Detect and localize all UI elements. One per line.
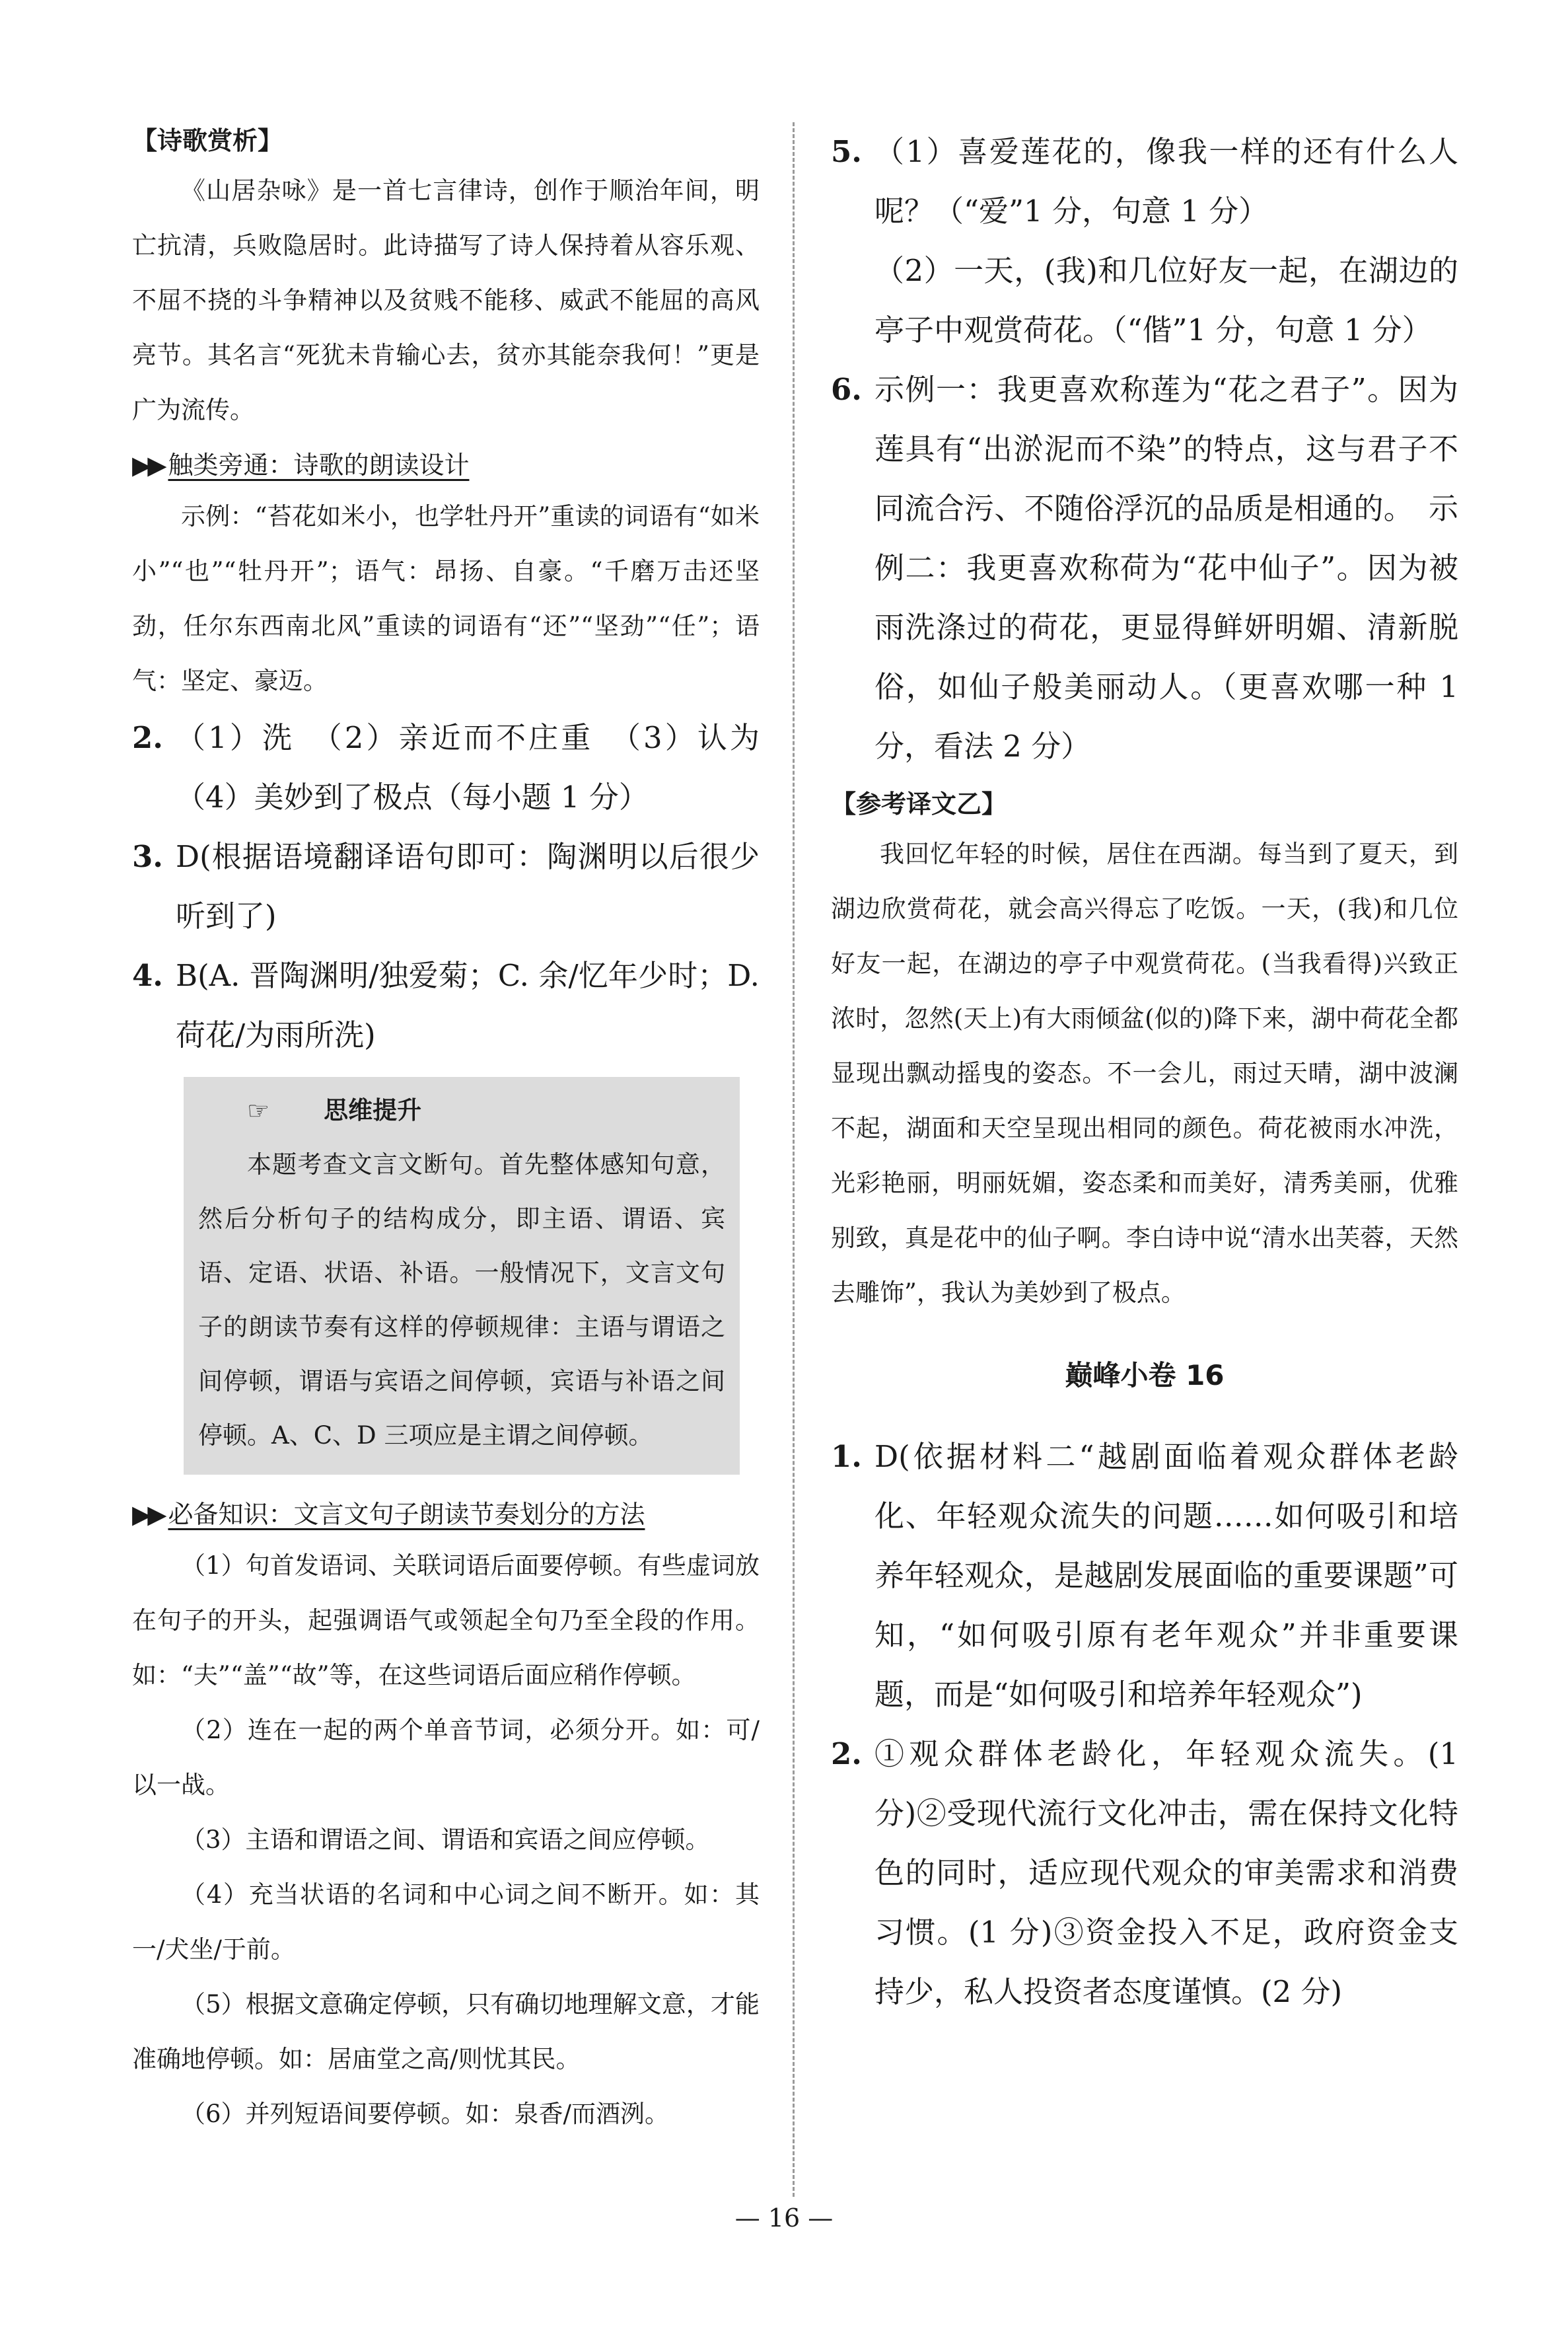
answer-text: B(A. 晋陶渊明/独爱菊；C. 余/忆年少时；D. 荷花/为雨所洗) (176, 958, 760, 1052)
rule-item: （3）主语和谓语之间、谓语和宾语之间应停顿。 (181, 1826, 710, 1854)
poem-analysis-title: 【诗歌赏析】 (132, 126, 283, 155)
answer-number: 3. (132, 839, 163, 874)
link-heading-rhythm-methods (132, 1491, 760, 1538)
page-number: — 16 — (734, 2203, 834, 2233)
link-heading-reading-design (132, 441, 760, 489)
link-heading-text: 必备知识：文言文句子朗读节奏划分的方法 (168, 1500, 645, 1529)
answer-number (831, 241, 874, 360)
answer-item (831, 241, 1458, 360)
answer-item (132, 946, 760, 1065)
rule-item: （1）句首发语词、关联词语后面要停顿。有些虚词放在句子的开头，起强调语气或领起全句乃至全段的作用。如：“夫”“盖”“故”等，在这些词语后面应稍作停顿。 (132, 1551, 760, 1689)
thinking-upgrade-title (198, 1084, 725, 1138)
answer-text: D(依据材料二“越剧面临着观众群体老龄化、年轻观众流失的问题……如何吸引和培养年轻观众，是越剧发展面临的重要课题”可知，“如何吸引原有老年观众”并非重要课题，而是“如何吸引和培养年轻观众”) (874, 1439, 1458, 1712)
answer-item (132, 708, 760, 827)
translation-title: 【参考译文乙】 (831, 790, 1007, 819)
box-title-text: 思维提升 (324, 1096, 422, 1125)
answer-item (831, 360, 1458, 776)
thinking-upgrade-text: 本题考查文言文断句。首先整体感知句意，然后分析句子的结构成分，即主语、谓语、宾语、定语、状语、补语。一般情况下，文言文句子的朗读节奏有这样的停顿规律：主语与谓语之间停顿，谓语与宾语之间停顿，宾语与补语之间停顿。A、C、D 三项应是主谓之间停顿。 (198, 1150, 725, 1450)
answer-number: 1. (831, 1439, 862, 1474)
translation-text: 我回忆年轻的时候，居住在西湖。每当到了夏天，到湖边欣赏荷花，就会高兴得忘了吃饭。一天，(我)和几位好友一起，在湖边的亭子中观赏荷花。(当我看得)兴致正浓时，忽然(天上)有大雨倾盆(似的)降下来，湖中荷花全都显现出飘动摇曳的姿态。不一会儿，雨过天晴，湖中波澜不起，湖面和天空呈现出相同的颜色。荷花被雨水冲洗，光彩艳丽，明丽妩媚，姿态柔和而美好，清秀美丽，优雅别致，真是花中的仙子啊。李白诗中说“清水出芙蓉，天然去雕饰”，我认为美妙到了极点。 (831, 840, 1458, 1307)
answer-text: （2）一天，(我)和几位好友一起，在湖边的亭子中观赏荷花。（“偕”1 分，句意 1 分） (874, 253, 1458, 348)
answer-number: 2. (132, 720, 163, 755)
answer-text: 示例一：我更喜欢称莲为“花之君子”。因为莲具有“出淤泥而不染”的特点，这与君子不同流合污、不随俗浮沉的品质是相通的。 示例二：我更喜欢称荷为“花中仙子”。因为被雨洗涤过的荷花，更显得鲜妍明媚、清新脱俗，如仙子般美丽动人。（更喜欢哪一种 1 分，看法 2 分） (874, 372, 1458, 764)
left-column (132, 122, 760, 2141)
double-arrow-icon: ▶▶ (132, 451, 163, 480)
poem-analysis-text: 《山居杂咏》是一首七言律诗，创作于顺治年间，明亡抗清，兵败隐居时。此诗描写了诗人保持着从容乐观、不屈不挠的斗争精神以及贫贱不能移、威武不能屈的高风亮节。其名言“死犹未肯输心去，贫亦其能奈我何！”更是广为流传。 (132, 176, 760, 424)
double-arrow-icon: ▶▶ (132, 1500, 163, 1529)
answer-item (831, 122, 1458, 241)
right-column (831, 122, 1458, 2022)
rule-item: （2）连在一起的两个单音节词，必须分开。如：可/以一战。 (132, 1716, 760, 1799)
pointing-hand-icon: ☞ (247, 1096, 270, 1125)
answer-item (831, 1724, 1458, 2022)
answer-number: 4. (132, 958, 163, 993)
thinking-upgrade-box (184, 1077, 740, 1475)
answer-text: （1）洗 （2）亲近而不庄重 （3）认为（4）美妙到了极点（每小题 1 分） (176, 720, 760, 815)
answer-text: ①观众群体老龄化，年轻观众流失。(1 分)②受现代流行文化冲击，需在保持文化特色的同时，适应现代观众的审美需求和消费习惯。(1 分)③资金投入不足，政府资金支持少，私人投资者态度谨慎。(2 分) (874, 1736, 1458, 2009)
reading-design-example: 示例：“苔花如米小，也学牡丹开”重读的词语有“如米小”“也”“牡丹开”；语气：昂扬、自豪。“千磨万击还坚劲，任尔东西南北风”重读的词语有“还”“坚劲”“任”；语气：坚定、豪迈。 (132, 502, 760, 695)
section-title: 巅峰小卷 16 (1065, 1359, 1225, 1391)
rule-item: （5）根据文意确定停顿，只有确切地理解文意，才能准确地停顿。如：居庙堂之高/则忧其民。 (132, 1990, 760, 2073)
answer-number: 5. (831, 134, 862, 169)
answer-item (132, 827, 760, 946)
rule-item: （6）并列短语间要停顿。如：泉香/而酒洌。 (181, 2100, 670, 2128)
answer-text: D(根据语境翻译语句即可：陶渊明以后很少听到了) (176, 839, 760, 934)
answer-item (831, 1427, 1458, 1724)
rule-item: （4）充当状语的名词和中心词之间不断开。如：其一/犬坐/于前。 (132, 1880, 760, 1964)
link-heading-text: 触类旁通：诗歌的朗读设计 (168, 451, 470, 480)
column-divider (793, 122, 795, 2197)
answer-number: 2. (831, 1736, 862, 1771)
answer-text: （1）喜爱莲花的，像我一样的还有什么人呢？（“爱”1 分，句意 1 分） (874, 134, 1458, 229)
answer-number: 6. (831, 372, 862, 407)
